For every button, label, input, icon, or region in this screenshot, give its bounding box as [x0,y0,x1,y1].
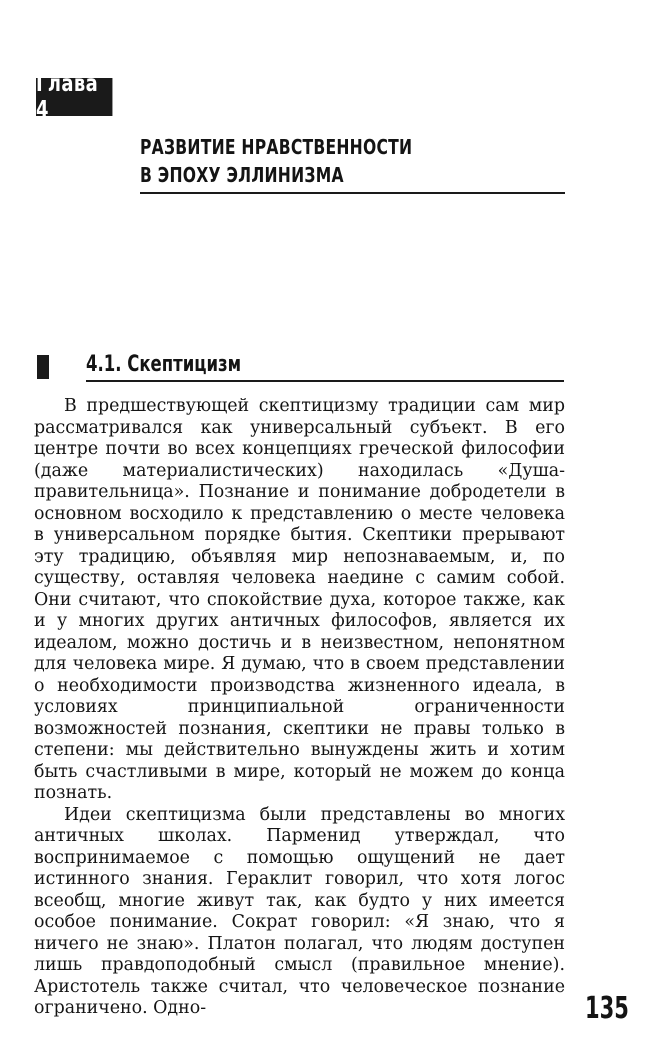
chapter-label: Глава 4 [36,78,112,116]
page-number: 135 [585,991,629,1026]
body-text [34,396,565,1020]
paragraph-2: Идеи скептицизма были представлены во многих античных школах. Парменид утверждал, что воспринимаемое с помощью ощущений не дает истинного знания. Гераклит говорил, что хотя логос всеобщ, многие живут так, как будто у них имеется особое понимание. Сократ говорил: «Я знаю, что я ничего не знаю». Платон полагал, что людям доступен лишь правдоподобный смысл (правильное мнение). Аристотель также считал, что человеческое познание ограничено. Одно- [34,804,565,1018]
section-heading: 4.1. Скептицизм [86,352,242,377]
chapter-title-line-1: РАЗВИТИЕ НРАВСТВЕННОСТИ [140,135,413,159]
chapter-title-divider [140,192,565,194]
chapter-title-line-2: В ЭПОХУ ЭЛЛИНИЗМА [140,163,344,187]
chapter-title [140,133,564,189]
section-marker-icon [37,355,49,379]
section-divider [86,380,564,382]
paragraph-1: В предшествующей скептицизму традиции сам мир рассматривался как универсальный субъект. В его центре почти во всех концепциях греческой философии (даже материалистических) находилась «Душа-правительница». Познание и понимание добродетели в основном восходило к представлению о месте человека в универсальном порядке бытия. Скептики прерывают эту традицию, объявляя мир непознаваемым, и, по существу, оставляя человека наедине с самим собой. Они считают, что спокойствие духа, которое также, как и у многих других античных философов, является их идеалом, можно достичь и в неизвестном, непонятном для человека мире. Я думаю, что в своем представлении о необходимости производства жизненного идеала, в условиях принципиальной ограниченности возможностей познания, скептики не правы только в степени: мы действительно вынуждены жить и хотим быть счастливыми в мире, который не можем до конца познать. [34,396,565,803]
